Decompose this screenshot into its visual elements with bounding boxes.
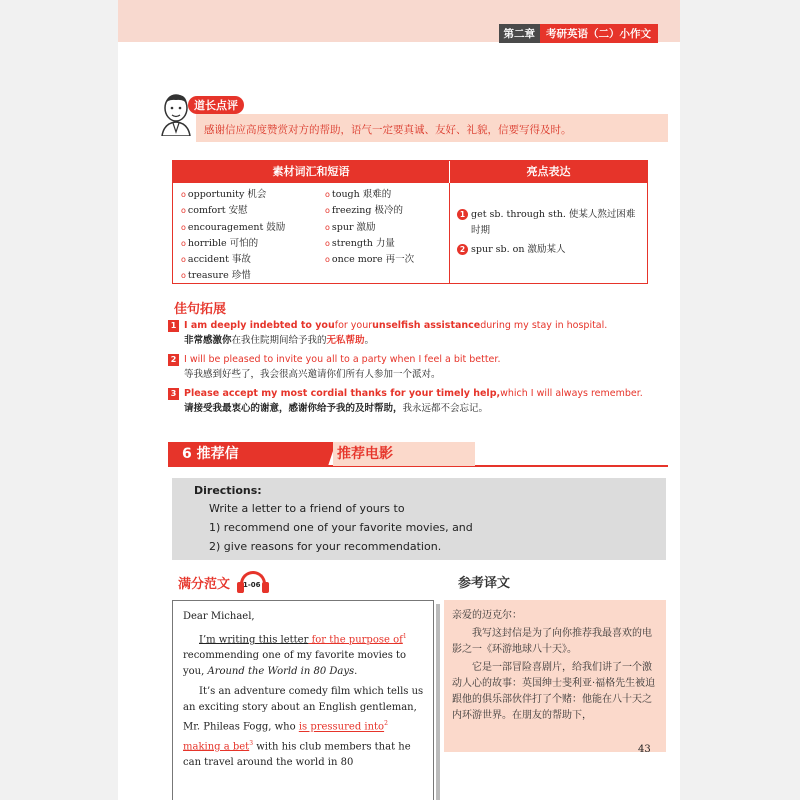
highlight-list	[457, 207, 643, 260]
bullet-icon: o	[181, 206, 186, 216]
directions-line: Write a letter to a friend of yours to	[209, 502, 405, 515]
list-item: o horrible 可怕的	[181, 237, 259, 249]
tip-tag: 道长点评	[188, 96, 244, 114]
list-item: o freezing 极冷的	[325, 205, 403, 217]
number-badge: 3	[168, 388, 179, 400]
vocab-column-2	[325, 187, 414, 268]
number-badge: 1	[457, 209, 468, 220]
translation-paragraph: 它是一部冒险喜剧片，给我们讲了一个激动人心的故事：英国绅士斐利亚·福格先生被迫跟他的俱乐部伙伴打了个赌：他能在八十天之内环游世界。在朋友的帮助下，	[452, 662, 656, 721]
vocab-divider	[449, 183, 450, 283]
directions-line: 2) give reasons for your recommendation.	[209, 540, 442, 553]
bullet-icon: o	[181, 271, 186, 281]
chapter-title: 考研英语（二）小作文	[540, 24, 658, 43]
list-item: o tough 艰难的	[325, 189, 392, 200]
list-item: o spur 激励	[325, 221, 376, 233]
sample-letter	[172, 600, 434, 800]
letter-paragraph: It’s an adventure comedy film which tells us an exciting story about an English gentleman, Mr. Phileas Fogg, who is pressured into$^2$ making a bet$^3$ with his club members that he can travel around the world in 80	[183, 686, 424, 768]
directions-box	[172, 478, 666, 560]
number-badge: 2	[168, 354, 179, 366]
list-item: 1 get sb. through sth. 使某人熬过困难时期	[457, 207, 643, 240]
list-item: 1 I am deeply indebted to you for your unselfish assistance during my stay in hospital. 非常感激你在我住院期间给予我的无私帮助。	[168, 318, 668, 348]
headphone-icon[interactable]	[236, 570, 270, 594]
audio-code: 1-06	[243, 581, 261, 589]
bullet-icon: o	[325, 255, 330, 265]
translation-paragraph: 我写这封信是为了向你推荐我最喜欢的电影之一《环游地球八十天》。	[452, 628, 652, 655]
section-subtitle: 推荐电影	[333, 442, 475, 466]
list-item: 3 Please accept my most cordial thanks for your timely help, which I will always remember. 请接受我最衷心的谢意，感谢你给予我的及时帮助，我永远都不会忘记。	[168, 386, 668, 416]
directions-title: Directions:	[194, 484, 262, 497]
number-badge: 2	[457, 244, 468, 255]
chapter-header	[499, 24, 659, 43]
section-title: 6 推荐信	[168, 442, 328, 466]
page-number: 43	[638, 744, 651, 755]
extension-title: 佳句拓展	[174, 302, 227, 317]
sample-title: 满分范文	[178, 576, 231, 592]
list-item: o accident 事故	[181, 254, 251, 266]
section-heading	[168, 442, 668, 466]
book-page	[118, 0, 680, 800]
tip-text: 感谢信应高度赞赏对方的帮助，语气一定要真诚、友好、礼貌，信要写得及时。	[204, 124, 572, 136]
vocab-header-right: 亮点表达	[450, 161, 647, 183]
bullet-icon: o	[325, 222, 330, 232]
chapter-label: 第二章	[499, 24, 541, 43]
translation-title: 参考译文	[458, 576, 511, 591]
list-item: o strength 力量	[325, 237, 395, 249]
tip-box	[152, 92, 668, 144]
avatar-icon	[158, 92, 194, 136]
bullet-icon: o	[181, 255, 186, 265]
letter-greeting: Dear Michael,	[183, 611, 255, 622]
bullet-icon: o	[325, 206, 330, 216]
translation-box	[444, 600, 666, 752]
list-item: 2 I will be pleased to invite you all to a party when I feel a bit better. 等我感到好些了，我会很高兴邀请你们所有人参加一个派对。	[168, 352, 668, 382]
list-item: o once more 再一次	[325, 254, 415, 266]
vocab-column-1	[181, 187, 285, 285]
letter-paragraph: I’m writing this letter for the purpose $of^1$ recommending one of my favorite movies to you, Around the World in 80 Days.	[183, 633, 407, 678]
directions-line: 1) recommend one of your favorite movies, and	[209, 521, 473, 534]
list-item: o comfort 安慰	[181, 205, 248, 217]
extension-list	[168, 318, 668, 420]
letter-shadow	[436, 604, 440, 800]
bullet-icon: o	[325, 190, 330, 199]
translation-greeting: 亲爱的迈克尔：	[452, 610, 522, 621]
list-item: o encouragement 鼓励	[181, 221, 286, 233]
vocab-header-left: 素材词汇和短语	[173, 161, 449, 183]
bullet-icon: o	[181, 238, 186, 248]
bullet-icon: o	[325, 238, 330, 248]
bullet-icon: o	[181, 190, 186, 199]
vocab-table	[172, 160, 648, 284]
bullet-icon: o	[181, 222, 186, 232]
list-item: o treasure 珍惜	[181, 270, 251, 282]
list-item: 2 spur sb. on 激励某人	[457, 242, 643, 258]
list-item: o opportunity 机会	[181, 189, 267, 200]
number-badge: 1	[168, 320, 179, 332]
sample-heading	[178, 570, 270, 594]
